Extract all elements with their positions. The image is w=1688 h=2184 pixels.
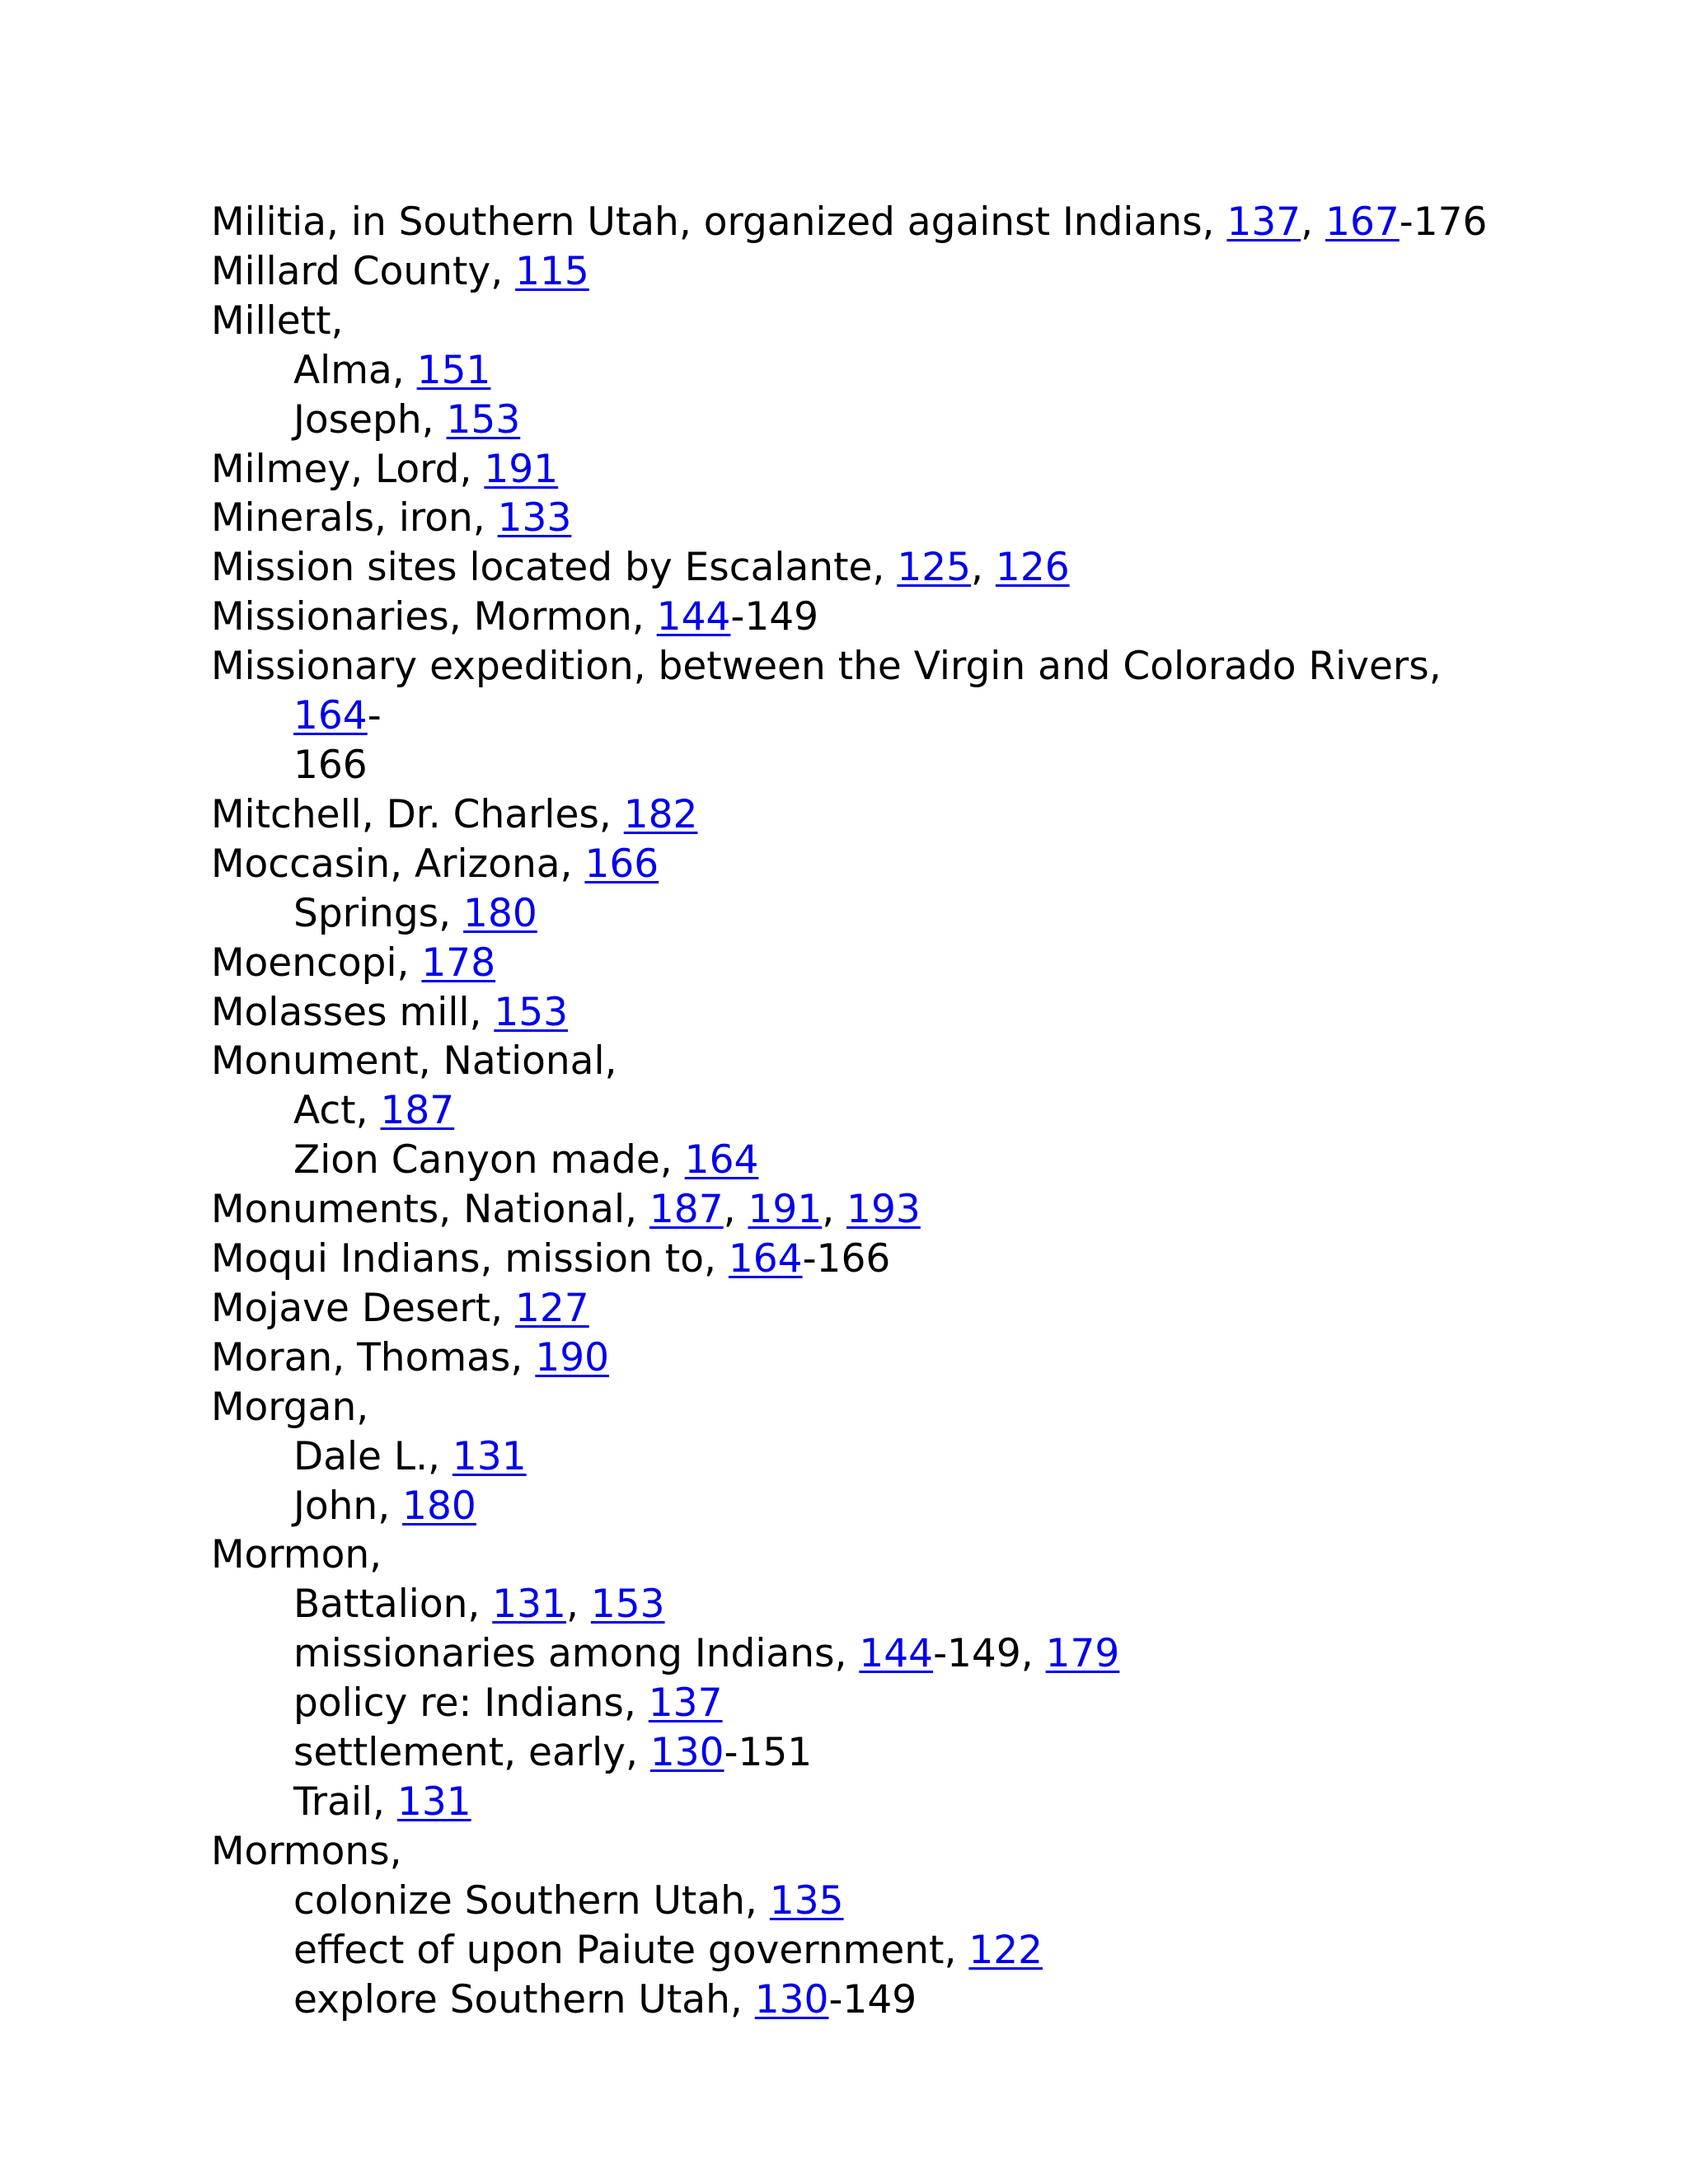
entry-text: settlement, early, — [293, 1730, 650, 1776]
page-link[interactable]: 125 — [897, 545, 972, 591]
page-link[interactable]: 164 — [293, 693, 368, 739]
entry-text: -151 — [724, 1730, 813, 1776]
entry-text: 166 — [293, 742, 368, 788]
index-entry — [211, 939, 1497, 988]
index-subentry — [211, 1877, 1497, 1926]
index-entry — [211, 494, 1497, 543]
index-entry — [211, 988, 1497, 1038]
page-link[interactable]: 153 — [590, 1582, 665, 1628]
page-link[interactable]: 135 — [769, 1877, 844, 1924]
entry-text: Milmey, Lord, — [211, 446, 485, 492]
index-entry — [211, 1037, 1497, 1086]
entry-text: , — [1301, 199, 1326, 245]
entry-text: explore Southern Utah, — [293, 1976, 755, 2022]
index-subentry — [211, 1778, 1497, 1827]
entry-text: Missionary expedition, between the Virgin and Colorado Rivers, — [211, 644, 1442, 690]
entry-text: Moran, Thomas, — [211, 1334, 536, 1380]
entry-text: -149 — [730, 594, 819, 640]
index-entry — [211, 593, 1497, 642]
entry-text: effect of upon Paiute government, — [293, 1927, 969, 1973]
index-entry — [211, 1827, 1497, 1877]
entry-text: , — [822, 1187, 847, 1233]
index-entry — [211, 1235, 1497, 1284]
index-subentry — [211, 1975, 1497, 2025]
entry-text: Moencopi, — [211, 940, 422, 986]
entry-text: Militia, in Southern Utah, organized against Indians, — [211, 199, 1227, 245]
page-link[interactable]: 137 — [648, 1680, 723, 1727]
page-link[interactable]: 179 — [1045, 1631, 1120, 1677]
page-link[interactable]: 153 — [494, 989, 569, 1035]
index-entry — [211, 840, 1497, 889]
index-entry — [211, 1284, 1497, 1333]
page-link[interactable]: 180 — [402, 1483, 476, 1529]
entry-text: Mission sites located by Escalante, — [211, 545, 898, 591]
entry-text: Mormon, — [211, 1532, 382, 1578]
entry-text: Zion Canyon made, — [293, 1137, 685, 1183]
entry-text: Monuments, National, — [211, 1187, 649, 1233]
page-link[interactable]: 190 — [535, 1334, 610, 1380]
page-link[interactable]: 178 — [421, 940, 496, 986]
page-link[interactable]: 180 — [463, 890, 537, 936]
entry-text: missionaries among Indians, — [293, 1631, 860, 1677]
page-link[interactable]: 187 — [380, 1088, 455, 1134]
entry-text: , — [565, 1582, 591, 1628]
entry-text: Battalion, — [293, 1582, 493, 1628]
entry-text: -149, — [933, 1631, 1046, 1677]
entry-text: Dale L., — [293, 1433, 452, 1479]
page-link[interactable]: 131 — [396, 1779, 471, 1825]
index-entry — [211, 1383, 1497, 1432]
page-link[interactable]: 164 — [728, 1236, 803, 1282]
index-entry — [211, 1530, 1497, 1580]
entry-text: -149 — [828, 1976, 917, 2022]
index-subentry — [211, 1580, 1497, 1629]
index-subentry — [211, 1629, 1497, 1679]
entry-text: Molasses mill, — [211, 989, 495, 1035]
entry-text: Trail, — [293, 1779, 397, 1825]
index-entry — [211, 1333, 1497, 1383]
entry-text: Alma, — [293, 347, 417, 393]
entry-text: Moccasin, Arizona, — [211, 841, 585, 887]
entry-text: Mormons, — [211, 1828, 402, 1874]
page-link[interactable]: 187 — [649, 1187, 724, 1233]
index-subentry — [211, 1432, 1497, 1482]
entry-text: Millard County, — [211, 248, 516, 294]
page-link[interactable]: 191 — [484, 446, 559, 492]
entry-text: Missionaries, Mormon, — [211, 594, 657, 640]
entry-text: policy re: Indians, — [293, 1680, 649, 1727]
entry-text: , — [723, 1187, 748, 1233]
index-subentry — [211, 1679, 1497, 1728]
page-link[interactable]: 182 — [623, 791, 698, 837]
entry-text: Moqui Indians, mission to, — [211, 1236, 729, 1282]
page-link[interactable]: 133 — [497, 495, 572, 541]
page-link[interactable]: 130 — [649, 1730, 724, 1776]
entry-text: -166 — [802, 1236, 891, 1282]
page-link[interactable]: 115 — [515, 248, 589, 294]
index-entry — [211, 642, 1497, 790]
index-subentry — [211, 1728, 1497, 1778]
page-link[interactable]: 130 — [754, 1976, 829, 2022]
entry-text: Mitchell, Dr. Charles, — [211, 791, 624, 837]
entry-text: Millett, — [211, 298, 344, 344]
page-link[interactable]: 131 — [452, 1433, 527, 1479]
entry-text: John, — [293, 1483, 403, 1529]
entry-text: - — [367, 693, 382, 739]
entry-text: Monument, National, — [211, 1038, 617, 1085]
page-link[interactable]: 127 — [514, 1285, 589, 1331]
entry-text: Joseph, — [293, 396, 447, 443]
entry-text: -176 — [1399, 199, 1488, 245]
index-entry — [211, 297, 1497, 346]
entry-text: , — [971, 545, 996, 591]
index-entry — [211, 247, 1497, 297]
index-subentry — [211, 1136, 1497, 1185]
page-link[interactable]: 151 — [416, 347, 491, 393]
page-link[interactable]: 191 — [748, 1187, 823, 1233]
index-subentry — [211, 346, 1497, 396]
entry-text: Springs, — [293, 890, 464, 936]
page-link[interactable]: 164 — [684, 1137, 759, 1183]
index-entry — [211, 1185, 1497, 1235]
page-link[interactable]: 167 — [1325, 199, 1400, 245]
entry-text: Act, — [293, 1088, 381, 1134]
entry-text: Morgan, — [211, 1384, 369, 1430]
index-entry — [211, 790, 1497, 840]
page-link[interactable]: 137 — [1226, 199, 1301, 245]
page-link[interactable]: 126 — [995, 545, 1070, 591]
page-link[interactable]: 144 — [656, 594, 731, 640]
entry-text: Minerals, iron, — [211, 495, 498, 541]
index-subentry — [211, 1086, 1497, 1136]
index-entry — [211, 198, 1497, 247]
index-subentry — [211, 889, 1497, 939]
page-link[interactable]: 193 — [846, 1187, 921, 1233]
index-entry — [211, 543, 1497, 593]
index-subentry — [211, 396, 1497, 445]
page-link[interactable]: 153 — [446, 396, 521, 443]
entry-text: Mojave Desert, — [211, 1285, 515, 1331]
index-subentry — [211, 1926, 1497, 1975]
index-entry — [211, 445, 1497, 494]
index-subentry — [211, 1482, 1497, 1531]
page-link[interactable]: 144 — [859, 1631, 934, 1677]
page-link[interactable]: 122 — [968, 1927, 1043, 1973]
page-link[interactable]: 131 — [492, 1582, 566, 1628]
page-link[interactable]: 166 — [584, 841, 659, 887]
entry-text: colonize Southern Utah, — [293, 1877, 770, 1924]
index-list — [211, 198, 1497, 2025]
